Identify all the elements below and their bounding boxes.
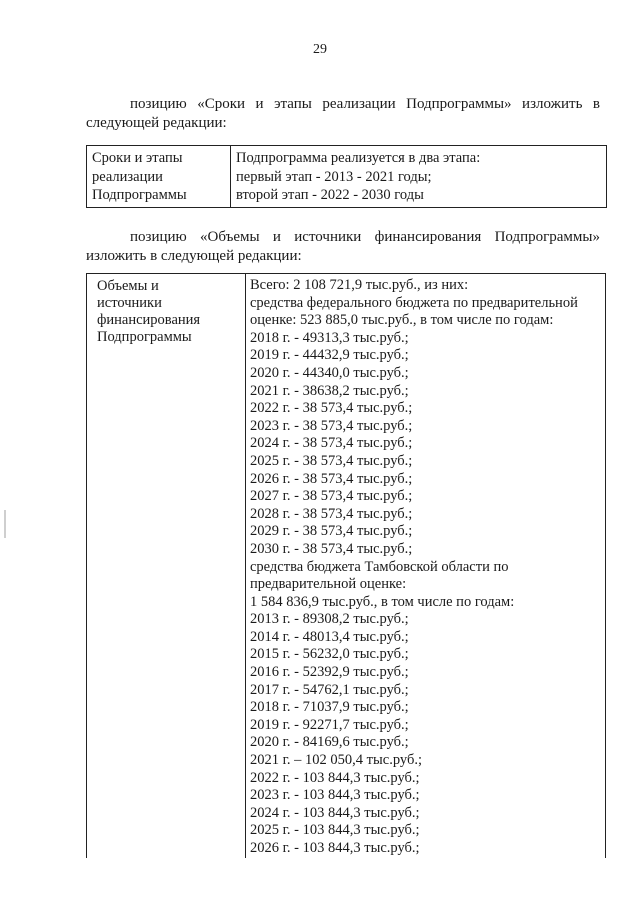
value-line: Всего: 2 108 721,9 тыс.руб., из них: [250, 277, 469, 293]
financing-table [86, 273, 606, 858]
value-line: 2017 г. - 54762,1 тыс.руб.; [250, 681, 409, 698]
value-line: 2022 г. - 38 573,4 тыс.руб.; [250, 400, 413, 417]
table-row [87, 274, 606, 858]
value-line: средства бюджета Тамбовской области по [250, 558, 509, 575]
value-line: 2021 г. - 38638,2 тыс.руб.; [250, 382, 409, 399]
value-line: 2023 г. - 103 844,3 тыс.руб.; [250, 787, 420, 804]
label-line: реализации [92, 168, 163, 185]
value-line: 2014 г. - 48013,4 тыс.руб.; [250, 628, 409, 645]
value-line: 2021 г. – 102 050,4 тыс.руб.; [250, 752, 422, 769]
scan-edge-mark [4, 510, 6, 538]
label-line: источники [97, 295, 162, 311]
value-line: 2026 г. - 38 573,4 тыс.руб.; [250, 470, 413, 487]
value-line: 2019 г. - 44432,9 тыс.руб.; [250, 347, 409, 364]
value-line: 2029 г. - 38 573,4 тыс.руб.; [250, 523, 413, 540]
value-line: 1 584 836,9 тыс.руб., в том числе по годам: [250, 593, 515, 610]
value-line: 2023 г. - 38 573,4 тыс.руб.; [250, 417, 413, 434]
value-line: 2024 г. - 103 844,3 тыс.руб.; [250, 804, 420, 821]
value-line: 2028 г. - 38 573,4 тыс.руб.; [250, 505, 413, 522]
label-line: Объемы и [97, 278, 159, 294]
deadlines-label-cell [87, 146, 231, 208]
label-line: Сроки и этапы [92, 150, 183, 166]
deadlines-table [86, 145, 607, 208]
value-line: 2025 г. - 38 573,4 тыс.руб.; [250, 452, 413, 469]
value-line: 2022 г. - 103 844,3 тыс.руб.; [250, 769, 420, 786]
value-line: 2024 г. - 38 573,4 тыс.руб.; [250, 435, 413, 452]
paragraph-line: позицию «Сроки и этапы реализации Подпрограммы» изложить в [130, 96, 600, 112]
value-line: 2018 г. - 49313,3 тыс.руб.; [250, 329, 409, 346]
value-line: 2027 г. - 38 573,4 тыс.руб.; [250, 488, 413, 505]
value-line: предварительной оценке: [250, 576, 407, 593]
label-line: финансирования [97, 312, 201, 328]
financing-label-cell [87, 274, 246, 858]
value-line: 2016 г. - 52392,9 тыс.руб.; [250, 664, 409, 681]
value-line: первый этап - 2013 - 2021 годы; [236, 168, 432, 185]
value-line: 2030 г. - 38 573,4 тыс.руб.; [250, 540, 413, 557]
paragraph-line: следующей редакции: [86, 115, 227, 131]
value-line: 2025 г. - 103 844,3 тыс.руб.; [250, 822, 420, 839]
page-number: 29 [313, 42, 327, 57]
value-line: 2020 г. - 44340,0 тыс.руб.; [250, 364, 409, 381]
value-line: 2019 г. - 92271,7 тыс.руб.; [250, 716, 409, 733]
paragraph-line: позицию «Объемы и источники финансирования Подпрограммы» [130, 229, 600, 245]
value-line: 2015 г. - 56232,0 тыс.руб.; [250, 646, 409, 663]
value-line: 2013 г. - 89308,2 тыс.руб.; [250, 611, 409, 628]
value-line: 2018 г. - 71037,9 тыс.руб.; [250, 699, 409, 716]
value-line: Подпрограмма реализуется в два этапа: [236, 150, 481, 166]
table-row [87, 146, 607, 208]
paragraph-line: изложить в следующей редакции: [86, 248, 302, 264]
value-line: второй этап - 2022 - 2030 годы [236, 187, 424, 203]
paragraph-financing [86, 228, 600, 266]
label-line: Подпрограммы [97, 329, 192, 345]
label-line: Подпрограммы [92, 187, 187, 203]
financing-value-cell [246, 274, 606, 858]
value-line: оценке: 523 885,0 тыс.руб., в том числе по годам: [250, 312, 554, 329]
value-line: 2026 г. - 103 844,3 тыс.руб.; [250, 840, 420, 856]
value-line: 2020 г. - 84169,6 тыс.руб.; [250, 734, 409, 751]
paragraph-deadlines [86, 95, 600, 133]
value-line: средства федерального бюджета по предварительной [250, 294, 578, 311]
deadlines-value-cell [231, 146, 607, 208]
